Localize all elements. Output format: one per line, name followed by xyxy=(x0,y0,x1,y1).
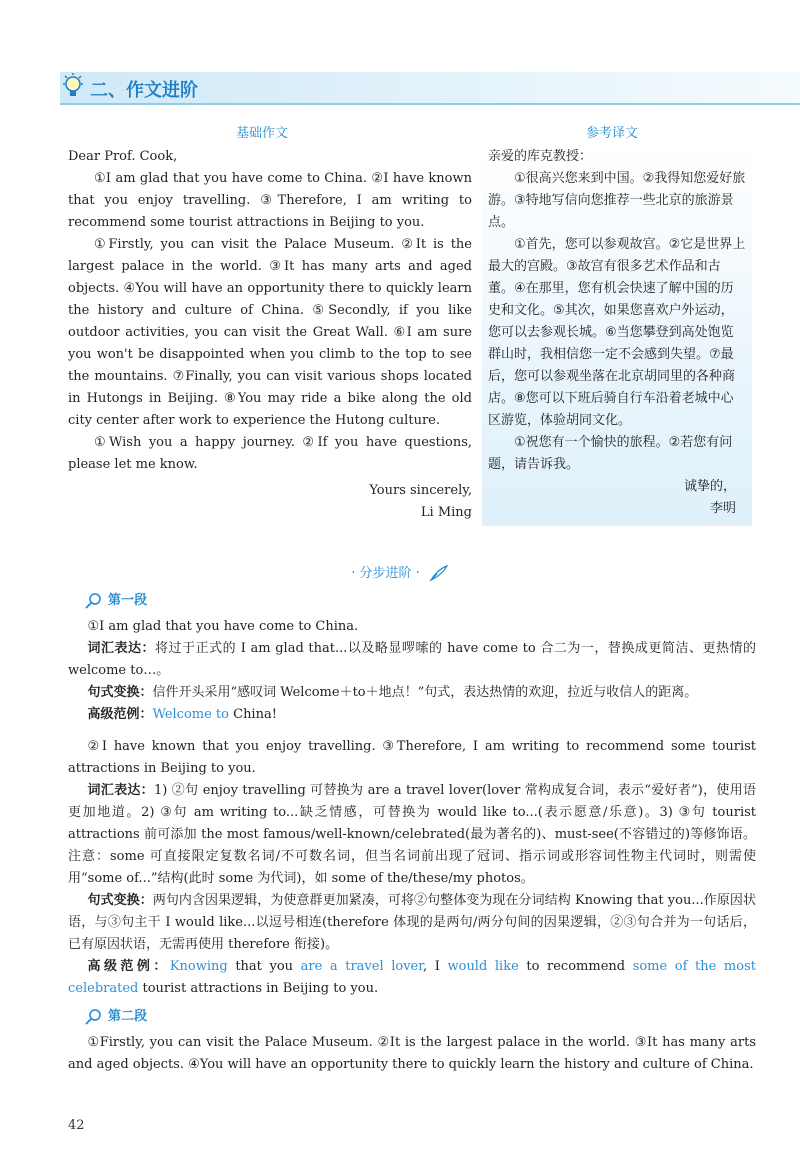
vocab-note-2 xyxy=(68,780,756,890)
essay-paragraph: ①Firstly, you can visit the Palace Museum. ②It is the largest palace in the world. ③It has many arts and aged objects. ④You will have an opportunity there to quickly learn the history and culture of China. ⑤Secondly, if you like outdoor activities, you can visit the Great Wall. ⑥I am sure you won't be disappointed when you climb to the top to see the mountains. ⑦Finally, you can visit various shops located in Hutongs in Beijing. ⑧You may ride a bike along the old city center after work to experience the Hutong culture. xyxy=(68,237,472,428)
syntax-text: 两句内含因果逻辑，为使意群更加紧凑，可将②句整体变为现在分词结构 Knowing that you...作原因状语，与③句主干 I would like...以逗号相连(therefore 体现的是两句/两分句间的因果逻辑，②③句合并为一句话后，已有原因状语，无需再使用 therefore 衔接)。 xyxy=(68,893,756,952)
essay-signature: Li Ming xyxy=(420,505,472,520)
essay-paragraph: ①I am glad that you have come to China. ②I have known that you enjoy travelling. ③Therefore, I am writing to recommend some tourist attractions in Beijing to you. xyxy=(68,171,472,230)
translation-signature: 李明 xyxy=(709,501,736,516)
essay-closing: Yours sincerely, xyxy=(369,483,472,498)
segment-2-heading xyxy=(84,1006,756,1028)
steps-label: · 分步进阶 · xyxy=(351,566,420,581)
quill-icon xyxy=(429,564,449,582)
page-number: 42 xyxy=(68,1118,85,1133)
example-highlight: would like xyxy=(447,959,519,974)
segment-1-heading xyxy=(84,590,756,612)
example-text: tourist attractions in Beijing to you. xyxy=(138,981,379,996)
example-text: to recommend xyxy=(518,959,633,974)
translation-closing: 诚挚的， xyxy=(683,479,736,494)
example-highlight: are a travel lover xyxy=(300,959,424,974)
translation-column xyxy=(482,146,752,526)
essay-heading: 基础作文 xyxy=(236,126,289,141)
example-text: that you xyxy=(227,959,301,974)
magnifier-icon xyxy=(84,593,102,609)
example-text: , I xyxy=(423,959,448,974)
example-highlight: Welcome to xyxy=(152,707,229,722)
syntax-note-1 xyxy=(68,682,756,704)
example-highlight: Knowing xyxy=(169,959,228,974)
translation-paragraph: ①祝您有一个愉快的旅程。②若您有问题，请告诉我。 xyxy=(488,435,733,472)
syntax-label: 句式变换： xyxy=(87,893,153,908)
translation-paragraph: ①很高兴您来到中国。②我得知您爱好旅游。③特地写信向您推荐一些北京的旅游景点。 xyxy=(488,171,746,230)
example-text: China! xyxy=(228,707,277,722)
example-2 xyxy=(68,956,756,1000)
magnifier-icon xyxy=(84,1009,102,1025)
vocab-note-1 xyxy=(68,638,756,682)
segment-1-sentence-1: ①I am glad that you have come to China. xyxy=(87,619,359,634)
syntax-text: 信件开头采用“感叹词 Welcome＋to＋地点！”句式，表达热情的欢迎，拉近与收信人的距离。 xyxy=(152,685,698,700)
segment-1-title: 第一段 xyxy=(108,593,148,608)
essay-column xyxy=(68,146,472,524)
translation-paragraph: ①首先，您可以参观故宫。②它是世界上最大的宫殿。③故宫有很多艺术作品和古董。④在那里，您有机会快速了解中国的历史和文化。⑤其次，如果您喜欢户外运动，您可以去参观长城。⑥当您攀登到高处饱览群山时，我相信您一定不会感到失望。⑦最后，您可以参观坐落在北京胡同里的各种商店。⑧您可以下班后骑自行车沿着老城中心区游览，体验胡同文化。 xyxy=(488,237,746,428)
segment-2-text: ①Firstly, you can visit the Palace Museum. ②It is the largest palace in the world. ③It has many arts and aged objects. ④You will have an opportunity there to quickly learn the history and culture of China. xyxy=(68,1035,756,1072)
example-1 xyxy=(68,704,756,726)
steps-content xyxy=(68,590,756,1076)
translation-heading: 参考译文 xyxy=(586,126,639,141)
example-highlight: some of the most celebrated xyxy=(68,959,756,996)
translation-salutation: 亲爱的库克教授： xyxy=(488,149,593,164)
syntax-note-2 xyxy=(68,890,756,956)
section-header-rule xyxy=(60,103,800,105)
vocab-label: 词汇表达： xyxy=(87,783,154,798)
vocab-label: 词汇表达： xyxy=(87,641,156,656)
segment-2-title: 第二段 xyxy=(108,1009,148,1024)
lightbulb-icon xyxy=(60,72,86,102)
essay-salutation: Dear Prof. Cook, xyxy=(68,149,178,164)
section-title: 二、作文进阶 xyxy=(90,80,198,101)
example-label: 高级范例： xyxy=(87,959,170,974)
example-label: 高级范例： xyxy=(87,707,153,722)
vocab-text: 将过于正式的 I am glad that...以及略显啰嗦的 have come to 合二为一，替换成更简洁、更热情的 welcome to…。 xyxy=(68,641,756,678)
essay-paragraph: ①Wish you a happy journey. ②If you have questions, please let me know. xyxy=(68,435,472,472)
segment-1-sentence-2: ②I have known that you enjoy travelling. ③Therefore, I am writing to recommend some tourist attractions in Beijing to you. xyxy=(68,739,756,776)
syntax-label: 句式变换： xyxy=(87,685,153,700)
steps-divider xyxy=(0,562,800,582)
vocab-text: 1) ②句 enjoy travelling 可替换为 are a travel lover(lover 常构成复合词，表示“爱好者”)，使用语更加地道。2) ③句 am writing to...缺乏情感，可替换为 would like to...(表示愿意/乐意)。3) ③句 tourist attractions 前可添加 the most famous/well-known/celebrated(最为著名的)、must-see(不容错过的)等修饰语。注意：some 可直接限定复数名词/不可数名词，但当名词前出现了冠词、指示词或形容词性物主代词时，则需使用“some of...”结构(此时 some 为代词)，如 some of the/these/my photos。 xyxy=(68,783,756,886)
